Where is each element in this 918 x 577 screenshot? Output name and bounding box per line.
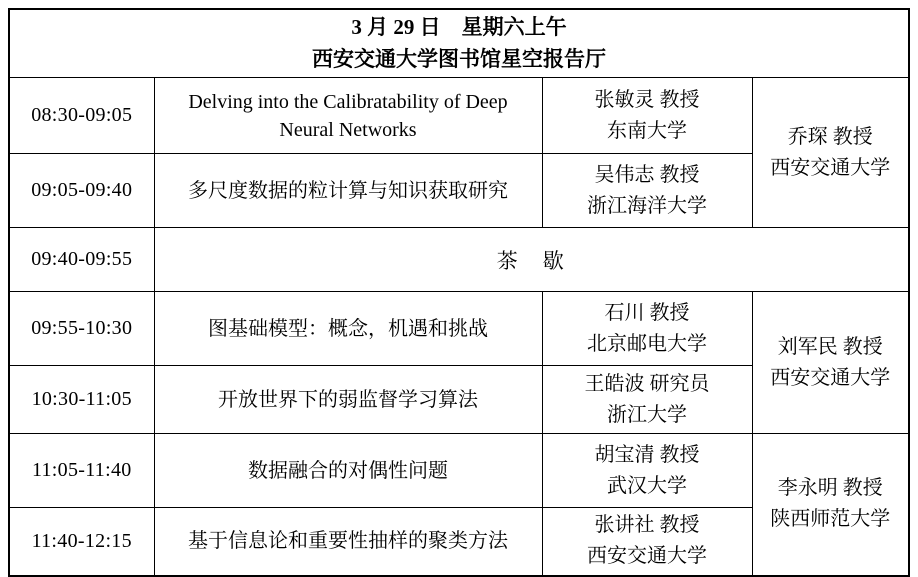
speaker-name: 张讲社 教授 (594, 514, 700, 537)
talk-title-cell: 图基础模型：概念，机遇和挑战 (154, 292, 542, 366)
time-cell: 08:30-09:05 (9, 78, 154, 154)
chair-affiliation: 陕西师范大学 (770, 508, 891, 531)
time-cell: 09:40-09:55 (9, 228, 154, 292)
table-row (9, 78, 909, 154)
speaker-cell (542, 434, 752, 508)
tea-break-row (9, 228, 909, 292)
chair-name: 乔琛 教授 (787, 125, 873, 148)
chair-cell (752, 78, 909, 228)
time-cell: 10:30-11:05 (9, 366, 154, 434)
chair-cell (752, 434, 909, 576)
speaker-affiliation: 北京邮电大学 (587, 332, 707, 355)
chair-name: 李永明 教授 (777, 477, 883, 500)
talk-title-cell: 基于信息论和重要性抽样的聚类方法 (154, 508, 542, 576)
speaker-name: 张敏灵 教授 (594, 88, 700, 111)
session-header-cell (9, 9, 909, 78)
time-cell: 09:05-09:40 (9, 154, 154, 228)
speaker-name: 胡宝清 教授 (594, 443, 700, 466)
speaker-affiliation: 武汉大学 (607, 474, 687, 497)
speaker-affiliation: 西安交通大学 (587, 545, 707, 568)
speaker-cell (542, 508, 752, 576)
table-row (9, 434, 909, 508)
session-venue: 西安交通大学图书馆星空报告厅 (312, 46, 606, 71)
chair-name: 刘军民 教授 (777, 335, 883, 358)
time-cell: 11:40-12:15 (9, 508, 154, 576)
chair-cell (752, 292, 909, 434)
schedule-table (8, 8, 910, 577)
time-cell: 09:55-10:30 (9, 292, 154, 366)
chair-affiliation: 西安交通大学 (770, 156, 891, 179)
time-cell: 11:05-11:40 (9, 434, 154, 508)
table-header-row (9, 9, 909, 78)
talk-title-cell: Delving into the Calibratability of Deep Neural Networks (154, 78, 542, 154)
speaker-name: 石川 教授 (604, 301, 690, 324)
speaker-name: 王皓波 研究员 (584, 372, 710, 395)
session-date-title: 3 月 29 日 星期六上午 (351, 15, 567, 39)
talk-title-cell: 开放世界下的弱监督学习算法 (154, 366, 542, 434)
chair-affiliation: 西安交通大学 (770, 366, 891, 389)
speaker-cell (542, 366, 752, 434)
talk-title-cell: 数据融合的对偶性问题 (154, 434, 542, 508)
speaker-affiliation: 东南大学 (607, 119, 687, 142)
speaker-cell (542, 78, 752, 154)
talk-title-cell: 多尺度数据的粒计算与知识获取研究 (154, 154, 542, 228)
speaker-affiliation: 浙江海洋大学 (587, 194, 707, 217)
speaker-affiliation: 浙江大学 (607, 403, 687, 426)
speaker-cell (542, 154, 752, 228)
tea-break-cell: 茶 歇 (154, 228, 909, 292)
speaker-cell (542, 292, 752, 366)
table-row (9, 292, 909, 366)
speaker-name: 吴伟志 教授 (594, 163, 700, 186)
